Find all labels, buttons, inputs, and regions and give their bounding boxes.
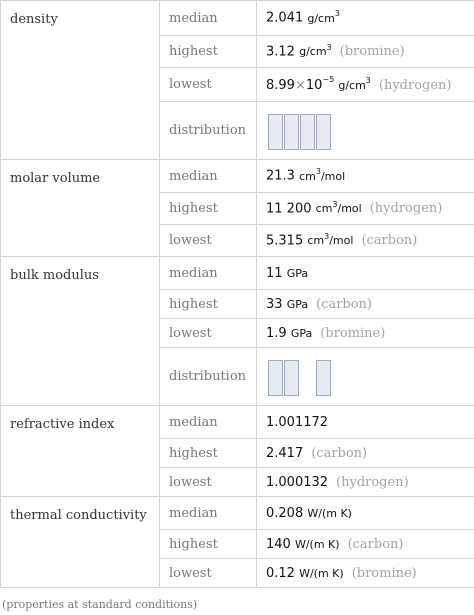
value-number: 0.208 [266, 505, 304, 521]
distribution-bar [268, 360, 283, 396]
value-number: 21.3 [266, 168, 295, 184]
table-row [1, 497, 474, 530]
value-note: (carbon) [311, 445, 368, 461]
table-row [1, 406, 474, 439]
distribution-bar [284, 114, 299, 150]
value-note: (hydrogen) [336, 474, 409, 490]
distribution-bar [300, 114, 315, 150]
value-unit: $g/cm^3$ [299, 42, 332, 59]
stat-label: median [160, 257, 257, 290]
refractive-index-lowest-value [257, 468, 474, 497]
value-number: 1.9 [266, 325, 287, 341]
stat-label: median [160, 406, 257, 439]
property-density: density [1, 1, 160, 160]
value-note: (bromine) [339, 44, 405, 60]
stat-label: lowest [160, 68, 257, 102]
thermal-conductivity-lowest-value [257, 559, 474, 588]
bulk-modulus-median-value [257, 257, 474, 290]
density-median-value [257, 1, 474, 36]
value-note: (bromine) [320, 325, 386, 341]
distribution-bar [316, 360, 331, 396]
value-unit: W/(m K) [299, 566, 344, 580]
value-note: (carbon) [316, 296, 373, 312]
thermal-conductivity-median-value [257, 497, 474, 530]
value-number: $8.99\times 10^{-5}$ [266, 75, 335, 93]
bulk-modulus-highest-value [257, 290, 474, 319]
property-bulk-modulus: bulk modulus [1, 257, 160, 406]
value-note: (carbon) [361, 233, 418, 249]
stat-label: lowest [160, 225, 257, 257]
refractive-index-median-value [257, 406, 474, 439]
value-note: (bromine) [351, 565, 417, 581]
distribution-bar [268, 114, 283, 150]
value-unit: $g/cm^3$ [307, 9, 340, 25]
value-number: 5.315 [266, 233, 304, 249]
distribution-bars [266, 112, 336, 150]
value-number: 2.417 [266, 445, 304, 461]
density-highest-value [257, 36, 474, 68]
density-lowest-value [257, 68, 474, 102]
table-row [1, 160, 474, 193]
value-number: 1.001172 [266, 414, 329, 430]
distribution-bar [284, 360, 299, 396]
molar-volume-median-value [257, 160, 474, 193]
molar-volume-lowest-value [257, 225, 474, 257]
stat-label: median [160, 1, 257, 36]
property-molar-volume: molar volume [1, 160, 160, 257]
stat-label: median [160, 497, 257, 530]
stat-label: highest [160, 36, 257, 68]
stat-label: lowest [160, 319, 257, 348]
footnote: (properties at standard conditions) [2, 598, 198, 611]
refractive-index-highest-value [257, 439, 474, 468]
value-unit: $cm^3$/mol [307, 231, 354, 248]
stat-label: lowest [160, 468, 257, 497]
value-note: (carbon) [347, 536, 404, 552]
bulk-modulus-distribution [257, 348, 474, 406]
molar-volume-highest-value [257, 193, 474, 225]
value-unit: GPa [286, 297, 309, 311]
stat-label: highest [160, 193, 257, 225]
value-number: 2.041 [266, 10, 304, 26]
property-refractive-index: refractive index [1, 406, 160, 497]
stat-label: distribution [160, 102, 257, 160]
value-number: 11 200 [266, 201, 312, 217]
distribution-bars [266, 358, 336, 396]
stat-label: median [160, 160, 257, 193]
value-note: (hydrogen) [378, 77, 452, 93]
value-number: 33 [266, 296, 283, 312]
value-unit: GPa [286, 266, 309, 280]
value-unit: $cm^3$/mol [299, 167, 346, 183]
bulk-modulus-lowest-value [257, 319, 474, 348]
stat-label: distribution [160, 348, 257, 406]
value-unit: W/(m K) [307, 506, 352, 520]
value-unit: $cm^3$/mol [315, 199, 362, 216]
density-distribution [257, 102, 474, 160]
value-number: 140 [266, 536, 291, 552]
table-row [1, 257, 474, 290]
value-number: 1.000132 [266, 474, 329, 490]
value-unit: W/(m K) [294, 537, 340, 551]
value-unit: $g/cm^3$ [338, 76, 371, 92]
stat-label: highest [160, 290, 257, 319]
stat-label: lowest [160, 559, 257, 588]
value-note: (hydrogen) [369, 201, 443, 217]
stat-label: highest [160, 439, 257, 468]
value-number: 3.12 [266, 44, 295, 60]
property-thermal-conductivity: thermal conductivity [1, 497, 160, 588]
thermal-conductivity-highest-value [257, 530, 474, 559]
table-row [1, 1, 474, 36]
value-number: 11 [266, 265, 283, 281]
value-number: 0.12 [266, 565, 295, 581]
stat-label: highest [160, 530, 257, 559]
value-unit: GPa [290, 326, 313, 340]
distribution-bar [316, 114, 331, 150]
